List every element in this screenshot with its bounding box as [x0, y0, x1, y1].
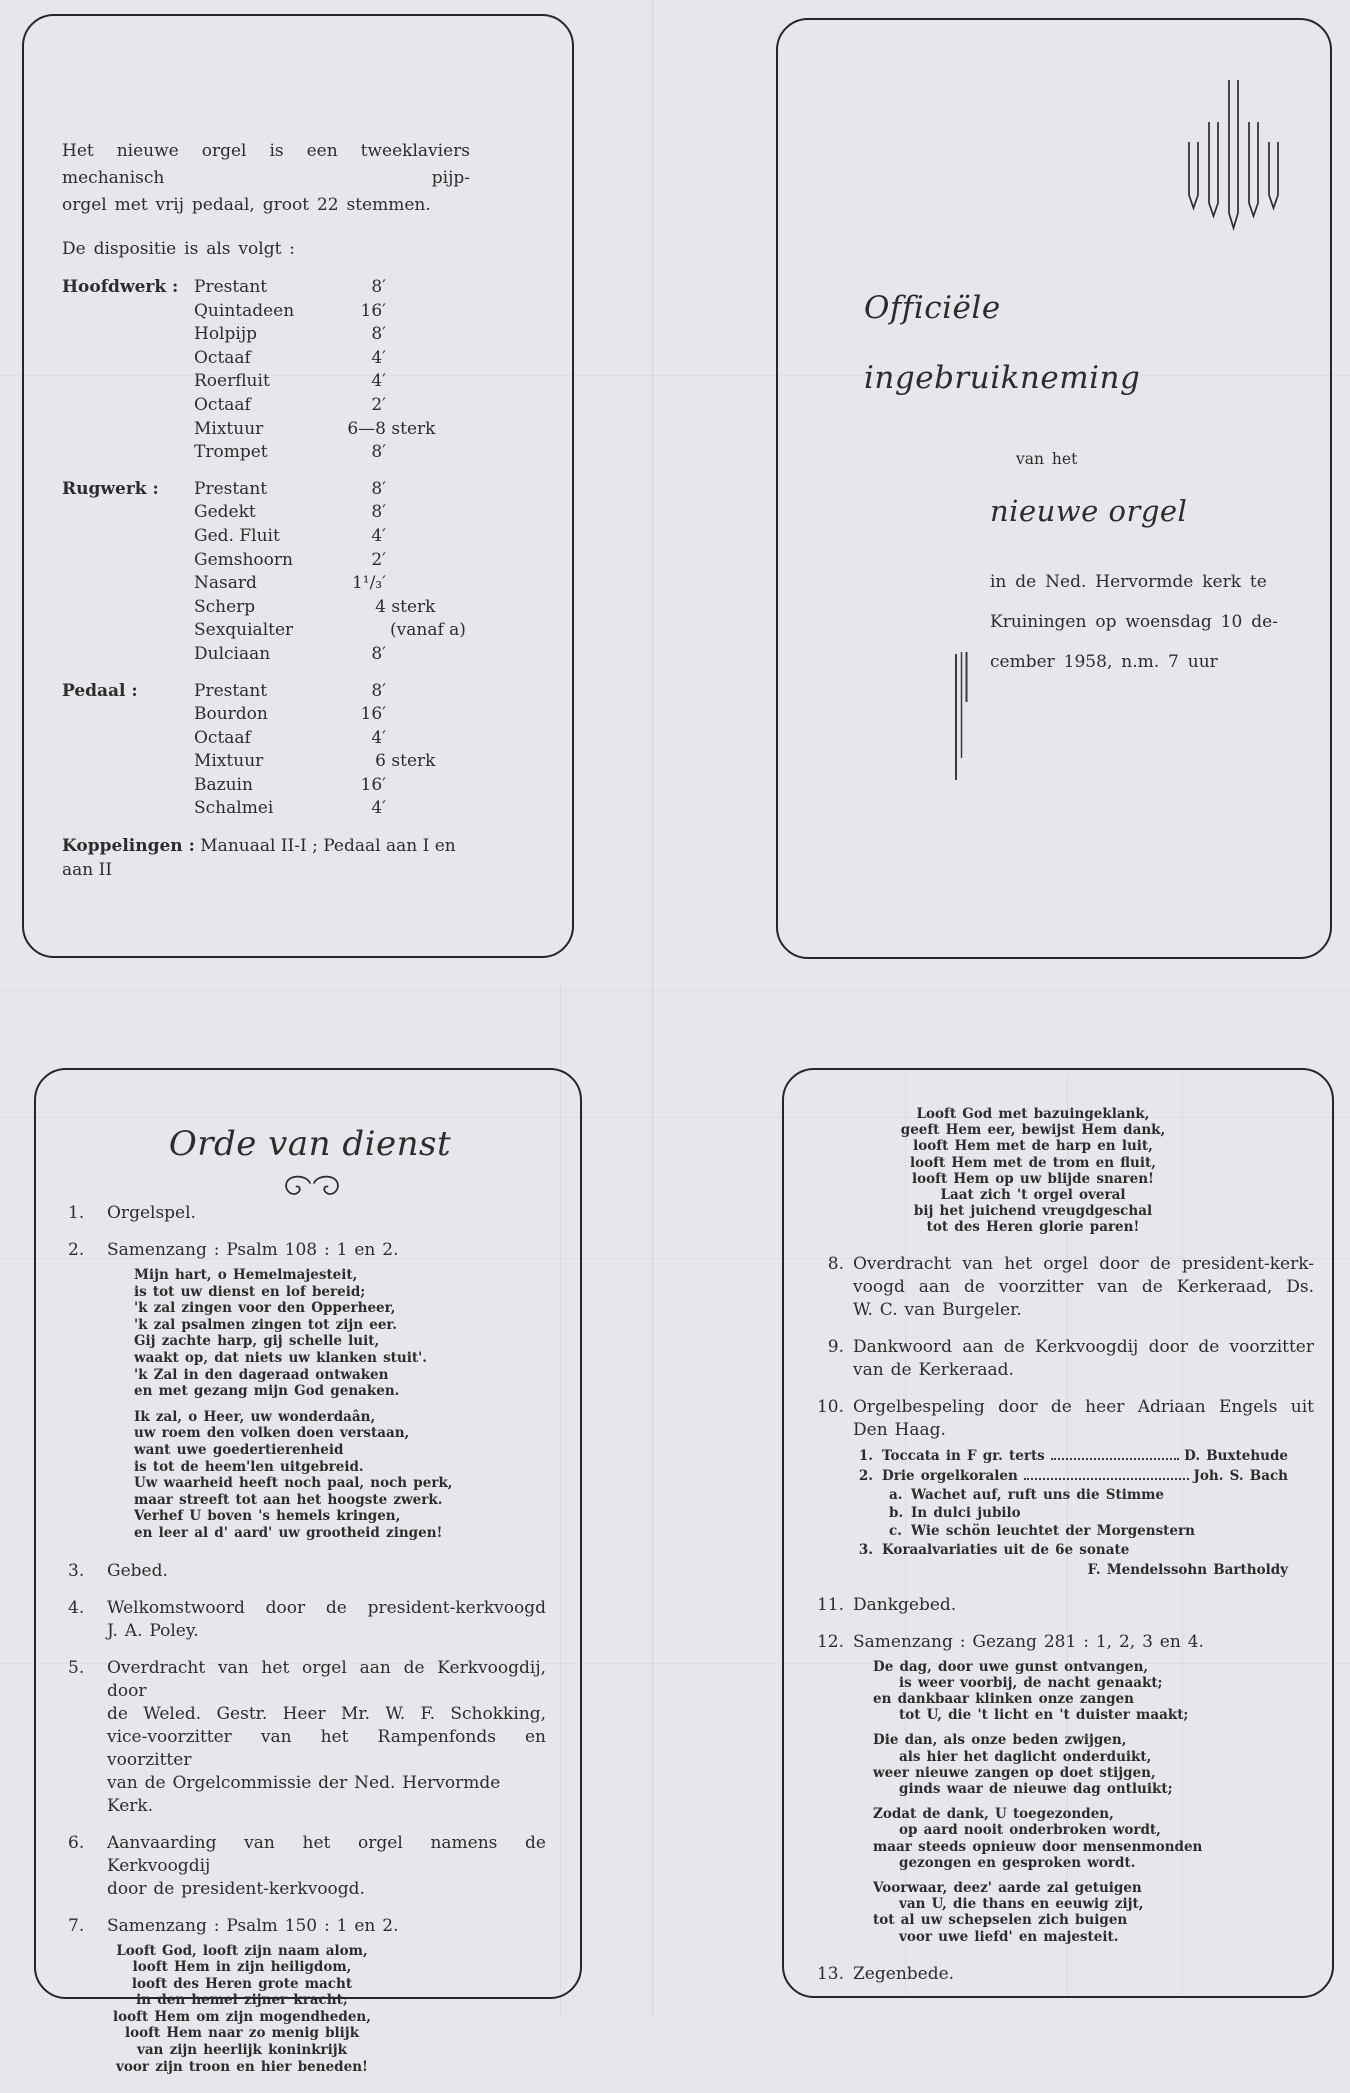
item-line: Samenzang : Gezang 281 : 1, 2, 3 en 4.: [853, 1631, 1204, 1652]
stop-row: [62, 394, 482, 418]
disposition-content: [62, 138, 482, 882]
panel-title-page: [776, 18, 1332, 959]
verse-block: [873, 1732, 1314, 1797]
division-label: Rugwerk :: [62, 478, 159, 499]
order-items-left: [68, 1202, 546, 2093]
stop-row: [62, 441, 482, 465]
stop-name: Nasard: [194, 573, 257, 594]
order-item: [68, 1560, 546, 1583]
item-number: 4.: [68, 1597, 85, 1618]
opening-verse: [852, 1106, 1214, 1236]
stop-pitch: [344, 643, 482, 667]
item-number: 10.: [816, 1396, 844, 1417]
stop-row: [62, 750, 482, 774]
program-row: [855, 1540, 1288, 1560]
stop-name: Prestant: [194, 277, 268, 297]
verse-line: is tot uw dienst en lof bereid;: [134, 1283, 366, 1300]
order-item: [68, 1202, 546, 1225]
stop-name: Trompet: [194, 442, 268, 463]
verse-line: tot des Heren glorie paren!: [926, 1219, 1140, 1236]
item-body: [107, 1239, 546, 1546]
stop-pitch: 6—8 sterk: [344, 418, 482, 442]
item-number: 13.: [816, 1963, 844, 1984]
item-number: 11.: [816, 1594, 844, 1615]
item-line: Dankgebed.: [853, 1594, 957, 1615]
verse-line: Looft God met bazuingeklank,: [916, 1106, 1150, 1122]
item-line: de Weled. Gestr. Heer Mr. W. F. Schokking,: [107, 1703, 546, 1724]
item-line: Samenzang : Psalm 150 : 1 en 2.: [107, 1915, 399, 1936]
organ-pipes-icon: [1186, 76, 1282, 234]
item-number: 9.: [827, 1336, 844, 1357]
verse-line: in den hemel zijner kracht;: [136, 1992, 348, 2009]
verse-line: voor zijn troon en hier beneden!: [116, 2058, 368, 2075]
division-label: [62, 549, 194, 573]
item-number: 6.: [68, 1832, 85, 1853]
dotted-leader: [1024, 1470, 1189, 1480]
item-number: 7.: [68, 1915, 85, 1936]
verse-line: is weer voorbij, de nacht genaakt;: [899, 1674, 1163, 1691]
order-item: [802, 1336, 1314, 1382]
stop-pitch: (vanaf a): [390, 620, 466, 641]
order-item: [68, 1657, 546, 1818]
item-body: [107, 1597, 546, 1643]
pitch-value: 6: [375, 751, 386, 772]
stop-row: [62, 525, 482, 549]
verse-line: Gij zachte harp, gij schelle luit,: [134, 1333, 380, 1350]
division-label: [62, 525, 194, 549]
verse-line: gezongen en gesproken wordt.: [899, 1854, 1136, 1871]
program-title: Drie orgelkoralen: [882, 1467, 1018, 1484]
dotted-leader: [1051, 1450, 1179, 1460]
stop-row: [62, 300, 482, 324]
intro-line: Het nieuwe orgel is een tweeklaviers mechanisch pijp-: [62, 141, 470, 188]
division-label: [62, 596, 194, 620]
stop-pitch: [344, 727, 482, 751]
stop-pitch: [344, 680, 482, 704]
division-label: [62, 703, 194, 727]
verse-line: waakt op, dat niets uw klanken stuit'.: [134, 1349, 427, 1366]
pitch-value: 4′: [371, 727, 386, 748]
item-body: [853, 1594, 1314, 1617]
stop-pitch: [344, 501, 482, 525]
title-line-van-het: van het: [1016, 450, 1078, 468]
division-label: [62, 572, 194, 596]
stop-group: [62, 478, 482, 667]
pitch-value: 4: [375, 596, 386, 617]
verse-block: [107, 1943, 377, 2076]
verse-line: tot U, die 't licht en 't duister maakt;: [899, 1707, 1189, 1724]
order-item: [802, 1594, 1314, 1617]
stop-name: Roerfluit: [194, 371, 270, 392]
stop-row: [62, 643, 482, 667]
item-body: [107, 1832, 546, 1901]
verse-line: 'k Zal in den dageraad ontwaken: [134, 1366, 389, 1383]
subitem-letter: b.: [889, 1504, 904, 1521]
verse-line: op aard nooit onderbroken wordt,: [899, 1822, 1161, 1839]
dispositie-heading: De dispositie is als volgt :: [62, 239, 296, 259]
three-pipe-lines-icon: [954, 650, 970, 784]
verse-line: uw roem den volken doen verstaan,: [134, 1425, 410, 1442]
stop-group: [62, 680, 482, 822]
item-line: Den Haag.: [853, 1419, 946, 1440]
order-items-right: [802, 1253, 1314, 1986]
item-line: Welkomstwoord door de president-kerkvoogd: [107, 1597, 546, 1618]
item-body: [107, 1657, 546, 1818]
item-body: [853, 1336, 1314, 1382]
division-label: [62, 418, 194, 442]
verse-line: en dankbaar klinken onze zangen: [873, 1691, 1134, 1708]
pitch-value: 4′: [371, 347, 386, 368]
item-line: vice-voorzitter van het Rampenfonds en voorzitter: [107, 1726, 546, 1770]
verse-line: looft Hem naar zo menig blijk: [124, 2025, 360, 2042]
pitch-value: 8′: [371, 478, 386, 499]
verse-line: en leer al d' aard' uw grootheid zingen!: [134, 1524, 443, 1541]
verse-line: looft Hem op uw blijde snaren!: [912, 1170, 1154, 1187]
item-number: 12.: [816, 1631, 844, 1652]
verse-line: De dag, door uwe gunst ontvangen,: [873, 1658, 1149, 1675]
verse-line: Uw waarheid heeft noch paal, noch perk,: [134, 1475, 453, 1492]
verse-line: 'k zal psalmen zingen tot zijn eer.: [134, 1316, 398, 1333]
division-label: [62, 323, 194, 347]
pitch-value: 8′: [371, 277, 386, 297]
stop-pitch: 4 sterk: [344, 596, 482, 620]
verse-block: [873, 1880, 1314, 1945]
item-line: Zegenbede.: [853, 1963, 955, 1984]
verse-line: geeft Hem eer, bewijst Hem dank,: [900, 1122, 1166, 1139]
stop-name: Octaaf: [194, 394, 251, 415]
stop-pitch: [344, 525, 482, 549]
verse-line: Laat zich 't orgel overal: [940, 1187, 1126, 1204]
program-title: Toccata in F gr. terts: [882, 1447, 1045, 1464]
verse-line: Voorwaar, deez' aarde zal getuigen: [873, 1880, 1142, 1897]
stop-pitch: [344, 300, 482, 324]
scroll-flourish-icon: [280, 1174, 344, 1200]
division-label: [62, 619, 194, 643]
stop-pitch: [344, 797, 482, 821]
subitem-text: Wie schön leuchtet der Morgenstern: [911, 1522, 1195, 1539]
division-label: [62, 300, 194, 324]
stop-row: [62, 619, 482, 643]
item-number: 2.: [68, 1240, 85, 1260]
order-item: [68, 1597, 546, 1643]
program-composer: D. Buxtehude: [1184, 1447, 1288, 1464]
verse-line: ginds waar de nieuwe dag ontluikt;: [899, 1781, 1173, 1798]
item-line: Orgelbespeling door de heer Adriaan Engels uit: [853, 1396, 1314, 1417]
verse-line: maar steeds opnieuw door mensenmonden: [873, 1838, 1203, 1855]
verse-line: voor uwe liefd' en majesteit.: [899, 1928, 1119, 1945]
stop-name: Prestant: [194, 680, 268, 701]
item-body: [853, 1631, 1314, 1949]
verse-line: is tot de heem'len uitgebreid.: [134, 1458, 364, 1475]
stop-name: Mixtuur: [194, 751, 264, 772]
stop-name: Bazuin: [194, 774, 253, 795]
order-item: [802, 1396, 1314, 1580]
item-line: voogd aan de voorzitter van de Kerkeraad, Ds.: [853, 1276, 1314, 1297]
stop-pitch: [344, 276, 482, 300]
pitch-value: 4′: [371, 798, 386, 819]
venue-line: in de Ned. Hervormde kerk te: [990, 572, 1267, 592]
stop-row: [62, 727, 482, 751]
stop-pitch: [344, 549, 482, 573]
venue-line: Kruiningen op woensdag 10 de-: [990, 612, 1278, 632]
pitch-value: 8′: [371, 442, 386, 463]
program-number: 2.: [858, 1467, 873, 1484]
panel-disposition: [22, 14, 574, 958]
program-number: 3.: [858, 1541, 873, 1558]
order-item: [68, 1915, 546, 2080]
division-label: [62, 394, 194, 418]
verse-line: Die dan, als onze beden zwijgen,: [873, 1732, 1127, 1749]
pitch-value: 8′: [371, 643, 386, 664]
verse-line: maar streeft tot aan het hoogste zwerk.: [134, 1491, 443, 1508]
item-line: Gebed.: [107, 1560, 168, 1581]
stop-group: [62, 276, 482, 465]
item-body: [853, 1963, 1314, 1986]
verse-line: van zijn heerlijk koninkrijk: [136, 2042, 348, 2059]
stop-pitch: [344, 572, 482, 596]
division-label: [62, 774, 194, 798]
verse-block: [134, 1267, 546, 1400]
item-number: 5.: [68, 1657, 85, 1678]
item-line: door de president-kerkvoogd.: [107, 1878, 365, 1899]
pitch-value: 16′: [360, 704, 386, 725]
division-label: [62, 501, 194, 525]
stop-name: Sexquialter: [194, 620, 294, 641]
koppelingen-text: Manuaal II-I ; Pedaal aan I en aan II: [62, 836, 456, 881]
program-title: Koraalvariaties uit de 6e sonate: [882, 1541, 1130, 1558]
verse-line: en met gezang mijn God genaken.: [134, 1383, 400, 1400]
stop-name: Gedekt: [194, 502, 256, 523]
concert-program: [855, 1446, 1288, 1580]
order-item: [68, 1239, 546, 1546]
stop-name: Prestant: [194, 478, 268, 499]
verse-line: Mijn hart, o Hemelmajesteit,: [134, 1267, 358, 1283]
stop-name: Scherp: [194, 596, 256, 617]
verse-line: looft Hem om zijn mogendheden,: [113, 2008, 371, 2025]
item-line: Dankwoord aan de Kerkvoogdij door de voorzitter: [853, 1336, 1314, 1357]
fold-line: [652, 0, 653, 2019]
program-subitem: [889, 1522, 1288, 1540]
verse-block: [873, 1659, 1314, 1724]
verse-block: [134, 1409, 546, 1542]
stops-table: [62, 276, 482, 821]
item-number: 1.: [68, 1203, 85, 1223]
venue-line: cember 1958, n.m. 7 uur: [990, 652, 1218, 672]
stop-name: Octaaf: [194, 727, 251, 748]
stop-row: [62, 418, 482, 442]
program-row: [855, 1466, 1288, 1486]
stop-row: [62, 596, 482, 620]
verse-line: Verhef U boven 's hemels kringen,: [134, 1508, 401, 1525]
item-line: Aanvaarding van het orgel namens de Kerkvoogdij: [107, 1832, 546, 1876]
item-number: 3.: [68, 1560, 85, 1581]
item-line: van de Kerkeraad.: [853, 1359, 1014, 1380]
stop-pitch: [344, 774, 482, 798]
stop-pitch: [344, 323, 482, 347]
stop-pitch: [344, 347, 482, 371]
stop-row: [62, 478, 482, 502]
pitch-value: 16′: [360, 300, 386, 321]
stop-name: Quintadeen: [194, 300, 295, 321]
division-label: [62, 441, 194, 465]
stop-name: Octaaf: [194, 347, 251, 368]
pitch-value: 2′: [371, 549, 386, 570]
division-label: [62, 370, 194, 394]
division-label: [62, 797, 194, 821]
verse-line: looft Hem in zijn heiligdom,: [132, 1959, 352, 1976]
item-line: van de Orgelcommissie der Ned. Hervormde Kerk.: [107, 1772, 501, 1816]
intro-line: orgel met vrij pedaal, groot 22 stemmen.: [62, 195, 431, 215]
division-label: Hoofdwerk :: [62, 277, 179, 297]
pitch-value: 6—8: [347, 418, 386, 439]
item-line: Overdracht van het orgel aan de Kerkvoogdij, door: [107, 1657, 546, 1701]
koppelingen-line: [62, 834, 482, 882]
koppelingen-label: Koppelingen :: [62, 836, 195, 857]
item-body: [107, 1202, 546, 1225]
stop-name: Holpijp: [194, 324, 257, 345]
division-label: [62, 727, 194, 751]
subitem-letter: c.: [889, 1522, 902, 1539]
program-subitem: [889, 1486, 1288, 1504]
stop-name: Dulciaan: [194, 643, 271, 664]
item-body: [107, 1560, 546, 1583]
stop-pitch: 6 sterk: [344, 750, 482, 774]
item-line: Overdracht van het orgel door de president-kerk-: [853, 1253, 1314, 1274]
title-line-officiele: Officiële: [864, 290, 1001, 326]
subitem-text: In dulci jubilo: [911, 1504, 1021, 1521]
program-row: [855, 1446, 1288, 1466]
stop-row: [62, 549, 482, 573]
verse-line: bij het juichend vreugdgeschal: [913, 1203, 1153, 1220]
pitch-value: 8′: [371, 502, 386, 523]
verse-block: [873, 1806, 1314, 1871]
stop-row: [62, 347, 482, 371]
verse-line: tot al uw schepselen zich buigen: [873, 1912, 1128, 1929]
stop-pitch: [344, 370, 482, 394]
item-line: J. A. Poley.: [107, 1620, 199, 1641]
stop-row: [62, 370, 482, 394]
verse-line: want uwe goedertierenheid: [134, 1441, 344, 1458]
verse-line: 'k zal zingen voor den Opperheer,: [134, 1300, 396, 1317]
intro-paragraph: [62, 138, 470, 219]
pitch-value: 4′: [371, 371, 386, 392]
item-number: 8.: [827, 1253, 844, 1274]
order-item: [68, 1832, 546, 1901]
program-subitem: [889, 1504, 1288, 1522]
verse-line: weer nieuwe zangen op doet stijgen,: [873, 1764, 1156, 1781]
stop-pitch: [344, 441, 482, 465]
pitch-value: 8′: [371, 680, 386, 701]
division-label: Pedaal :: [62, 680, 138, 701]
division-label: [62, 750, 194, 774]
stop-row: [62, 797, 482, 821]
stop-pitch: [344, 478, 482, 502]
pitch-value: 8′: [371, 324, 386, 345]
stop-name: Ged. Fluit: [194, 525, 280, 546]
title-line-nieuwe-orgel: nieuwe orgel: [990, 494, 1188, 528]
pitch-value: 4′: [371, 525, 386, 546]
order-item: [802, 1253, 1314, 1322]
verse-line: Ik zal, o Heer, uw wonderdaân,: [134, 1408, 376, 1425]
panel-order-left: [34, 1068, 582, 2075]
order-heading: Orde van dienst: [168, 1124, 452, 1164]
stop-name: Schalmei: [194, 798, 274, 819]
pitch-value: 2′: [371, 394, 386, 415]
verse-line: looft des Heren grote macht: [131, 1975, 353, 1992]
title-line-ingebruikneming: ingebruikneming: [864, 360, 1141, 396]
stop-row: [62, 501, 482, 525]
item-body: [107, 1915, 546, 2080]
stop-name: Mixtuur: [194, 418, 264, 439]
verse-line: Zodat de dank, U toegezonden,: [873, 1806, 1114, 1823]
stop-pitch: [344, 703, 482, 727]
stop-row: [62, 680, 482, 704]
program-number: 1.: [858, 1447, 873, 1464]
pitch-value: 16′: [360, 774, 386, 795]
stop-row: [62, 703, 482, 727]
stop-name: Gemshoorn: [194, 549, 293, 570]
order-items-right-wrap: [802, 1106, 1314, 2000]
order-item: [802, 1963, 1314, 1986]
item-line: Orgelspel.: [107, 1203, 196, 1223]
order-item: [802, 1631, 1314, 1949]
venue-paragraph: [990, 562, 1295, 682]
stop-row: [62, 572, 482, 596]
division-label: [62, 643, 194, 667]
stop-row: [62, 323, 482, 347]
item-body: [853, 1253, 1314, 1322]
program-composer: Joh. S. Bach: [1193, 1467, 1288, 1484]
scan-line: [0, 990, 1350, 991]
division-label: [62, 347, 194, 371]
verse-line: looft Hem met de trom en fluit,: [910, 1154, 1156, 1171]
program-composer: F. Mendelssohn Bartholdy: [1087, 1561, 1288, 1578]
subitem-text: Wachet auf, ruft uns die Stimme: [911, 1486, 1164, 1503]
item-body: [853, 1396, 1314, 1580]
stop-row: [62, 774, 482, 798]
item-line: W. C. van Burgeler.: [853, 1299, 1022, 1320]
stop-name: Bourdon: [194, 704, 268, 725]
verse-block: [852, 1106, 1214, 1236]
subitem-letter: a.: [889, 1486, 903, 1503]
item-line: Samenzang : Psalm 108 : 1 en 2.: [107, 1240, 399, 1260]
stop-row: [62, 276, 482, 300]
verse-line: als hier het daglicht onderduikt,: [899, 1748, 1152, 1765]
pitch-value: 1¹/₃′: [351, 573, 386, 594]
stop-pitch: [344, 394, 482, 418]
verse-line: Looft God, looft zijn naam alom,: [116, 1942, 368, 1959]
verse-line: looft Hem met de harp en luit,: [913, 1138, 1153, 1155]
panel-order-right: [782, 1068, 1334, 1998]
verse-line: van U, die thans en eeuwig zijt,: [899, 1896, 1144, 1913]
